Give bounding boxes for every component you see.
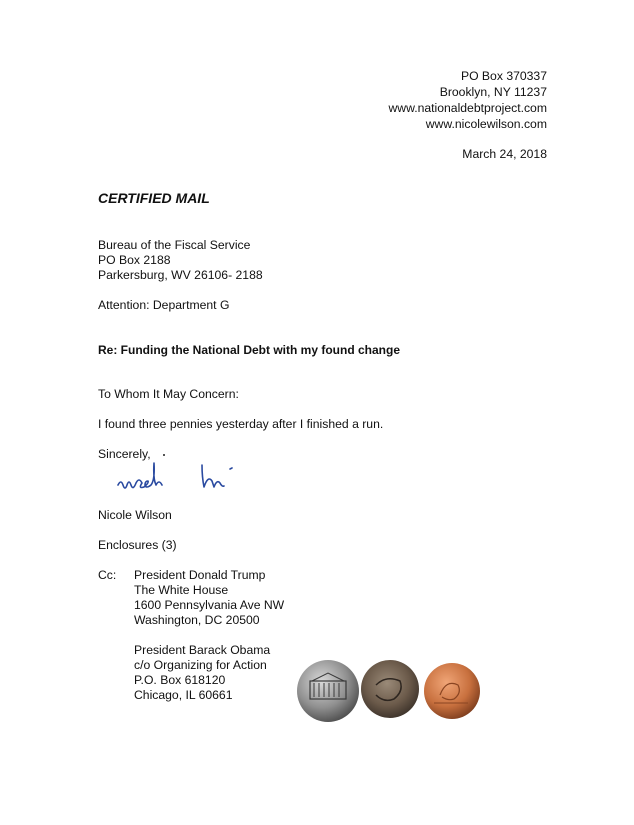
nickel-coin xyxy=(297,660,359,722)
cc2-line2: c/o Organizing for Action xyxy=(134,658,267,672)
recipient-city: Parkersburg, WV 26106- 2188 xyxy=(98,268,263,282)
sender-website-1: www.nationaldebtproject.com xyxy=(388,101,547,115)
recipient-attention: Attention: Department G xyxy=(98,298,230,312)
signature-name: Nicole Wilson xyxy=(98,508,172,522)
subject-line: Re: Funding the National Debt with my found change xyxy=(98,343,400,357)
certified-mail-heading: CERTIFIED MAIL xyxy=(98,190,210,206)
cc1-line1: President Donald Trump xyxy=(134,568,266,582)
recipient-box: PO Box 2188 xyxy=(98,253,171,267)
cc-label: Cc: xyxy=(98,568,117,582)
sender-address-line1: PO Box 370337 xyxy=(460,69,547,83)
closing: Sincerely, xyxy=(98,447,151,461)
copper-penny-coin xyxy=(424,663,480,719)
cc2-line3: P.O. Box 618120 xyxy=(134,673,226,687)
sender-website-2: www.nicolewilson.com xyxy=(425,117,547,131)
cc1-line3: 1600 Pennsylvania Ave NW xyxy=(134,598,285,612)
handwritten-signature xyxy=(112,455,252,500)
salutation: To Whom It May Concern: xyxy=(98,387,239,401)
enclosures: Enclosures (3) xyxy=(98,538,177,552)
coins-image xyxy=(296,655,486,725)
recipient-name: Bureau of the Fiscal Service xyxy=(98,238,251,252)
letter-date: March 24, 2018 xyxy=(462,147,547,161)
cc1-line2: The White House xyxy=(134,583,229,597)
dark-penny-coin xyxy=(361,660,419,718)
cc2-line4: Chicago, IL 60661 xyxy=(134,688,233,702)
cc2-line1: President Barack Obama xyxy=(134,643,271,657)
cc1-line4: Washington, DC 20500 xyxy=(134,613,260,627)
sender-address-line2: Brooklyn, NY 11237 xyxy=(439,85,547,99)
body-paragraph: I found three pennies yesterday after I finished a run. xyxy=(98,417,384,431)
